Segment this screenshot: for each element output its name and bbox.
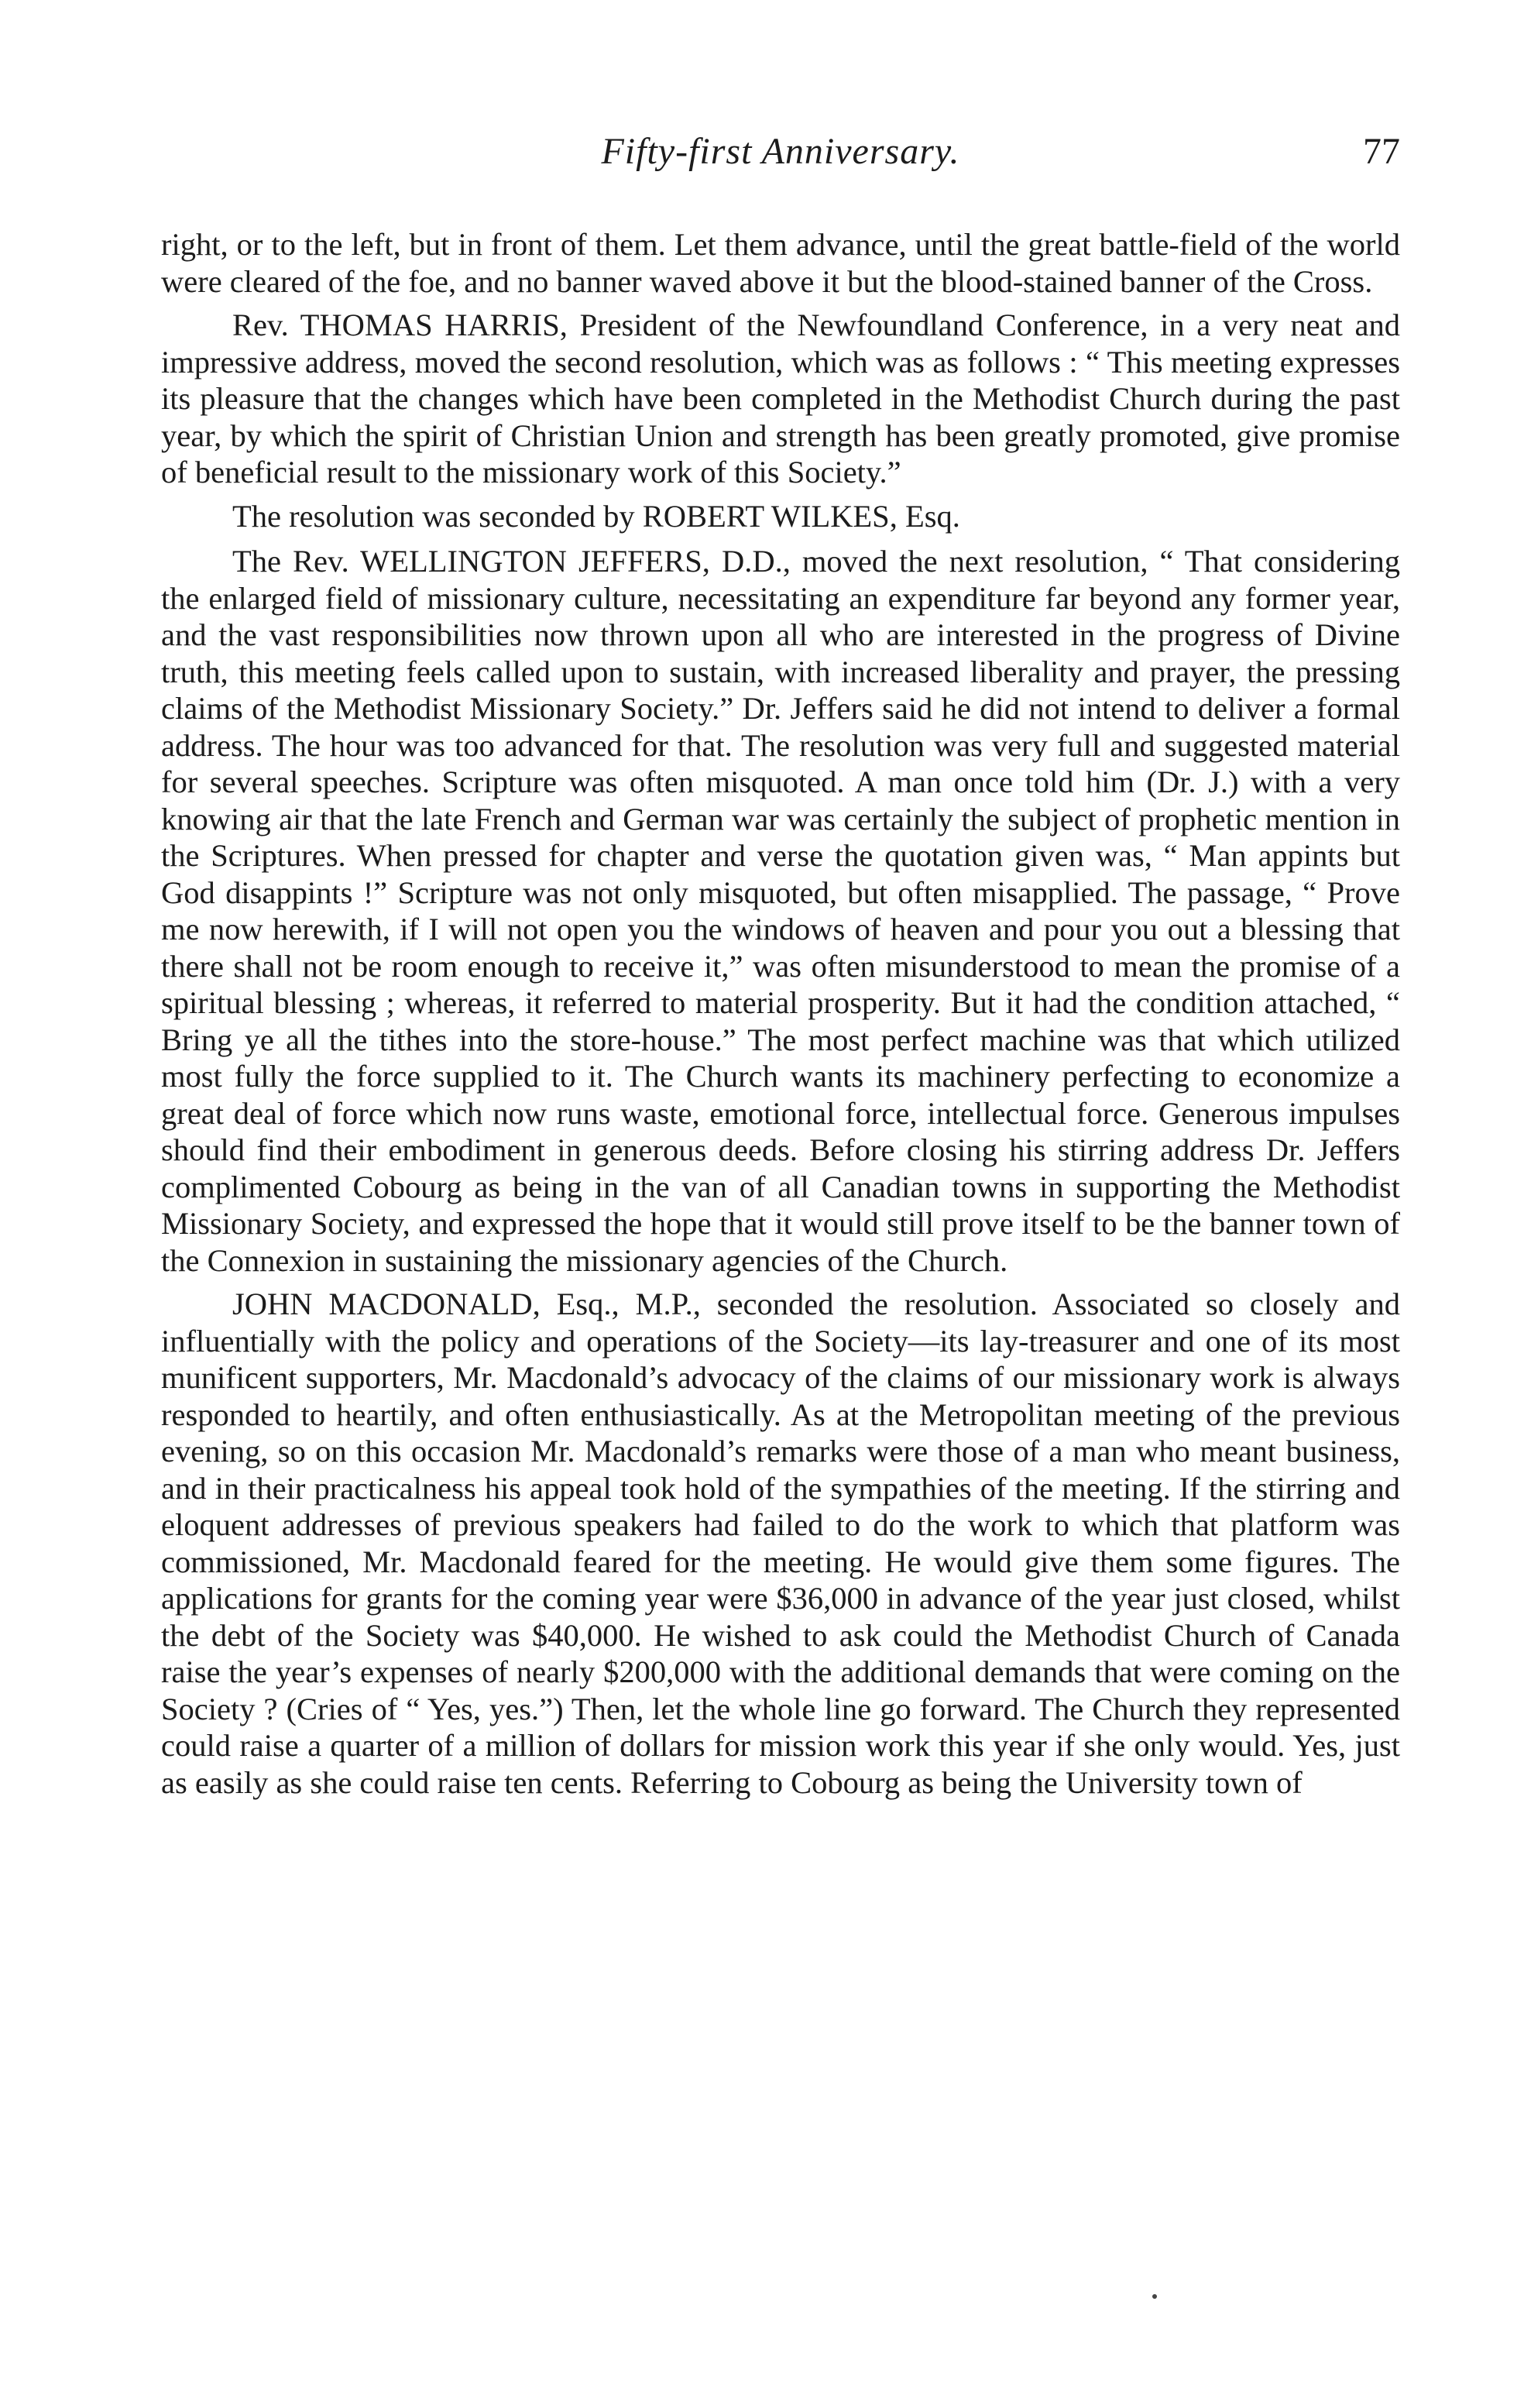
paragraph-wilkes-seconded: The resolution was seconded by ROBERT WILKES, Esq.	[232, 498, 960, 534]
paragraph-continuation: right, or to the left, but in front of them. Let them advance, until the great battle-field of the world were cleared of the foe, and no banner waved above it but the blood-stained banner of the Cross.	[161, 227, 1400, 299]
paragraph-macdonald-seconded: JOHN MACDONALD, Esq., M.P., seconded the resolution. Associated so closely and influentially with the policy and operations of the Society—its lay-treasurer and one of its most munificent supporters, Mr. Macdonald’s advocacy of the claims of our missionary work is always responded to heartily, and often enthusiastically. As at the Metropolitan meeting of the previous evening, so on this occasion Mr. Macdonald’s remarks were those of a man who meant business, and in their practicalness his appeal took hold of the sympathies of the meeting. If the stirring and eloquent addresses of previous speakers had failed to do the work to which that platform was commissioned, Mr. Macdonald feared for the meeting. He would give them some figures. The applications for grants for the coming year were $36,000 in advance of the year just closed, whilst the debt of the Society was $40,000. He wished to ask could the Methodist Church of Canada raise the year’s expenses of nearly $200,000 with the additional demands that were coming on the Society ? (Cries of “ Yes, yes.”) Then, let the whole line go forward. The Church they represented could raise a quarter of a million of dollars for mission work this year if she only would. Yes, just as easily as she could raise ten cents. Referring to Cobourg as being the University town of	[161, 1286, 1400, 1800]
paragraph-jeffers-resolution: The Rev. WELLINGTON JEFFERS, D.D., moved the next resolution, “ That considering the enlarged field of missionary culture, necessitating an expenditure far beyond any former year, and the vast responsibilities now thrown upon all who are interested in the progress of Divine truth, this meeting feels called upon to sustain, with increased liberality and prayer, the pressing claims of the Methodist Missionary Society.” Dr. Jeffers said he did not intend to deliver a formal address. The hour was too advanced for that. The resolution was very full and suggested material for several speeches. Scripture was often misquoted. A man once told him (Dr. J.) with a very knowing air that the late French and German war was certainly the subject of prophetic mention in the Scriptures. When pressed for chapter and verse the quotation given was, “ Man appints but God disappints !” Scripture was not only misquoted, but often misapplied. The passage, “ Prove me now herewith, if I will not open you the windows of heaven and pour you out a blessing that there shall not be room enough to receive it,” was often misunderstood to mean the promise of a spiritual blessing ; whereas, it referred to material prosperity. But it had the condition attached, “ Bring ye all the tithes into the store-house.” The most perfect machine was that which utilized most fully the force supplied to it. The Church wants its machinery perfecting to economize a great deal of force which now runs waste, emotional force, intellectual force. Generous impulses should find their embodiment in generous deeds. Before closing his stirring address Dr. Jeffers complimented Cobourg as being in the van of all Canadian towns in supporting the Methodist Missionary Society, and expressed the hope that it would still prove itself to be the banner town of the Connexion in sustaining the missionary agencies of the Church.	[161, 544, 1400, 1278]
paragraph-harris-resolution: Rev. THOMAS HARRIS, President of the Newfoundland Conference, in a very neat and impressive address, moved the second resolution, which was as follows : “ This meeting expresses its pleasure that the changes which have been completed in the Methodist Church during the past year, by which the spirit of Christian Union and strength has been greatly promoted, give promise of beneficial result to the missionary work of this Society.”	[161, 307, 1400, 490]
running-head	[161, 130, 1400, 184]
running-title: Fifty-first Anniversary.	[601, 131, 960, 172]
footer-dot-mark	[1152, 2294, 1157, 2299]
page-number: 77	[1363, 131, 1400, 172]
body-text	[161, 226, 1400, 1808]
